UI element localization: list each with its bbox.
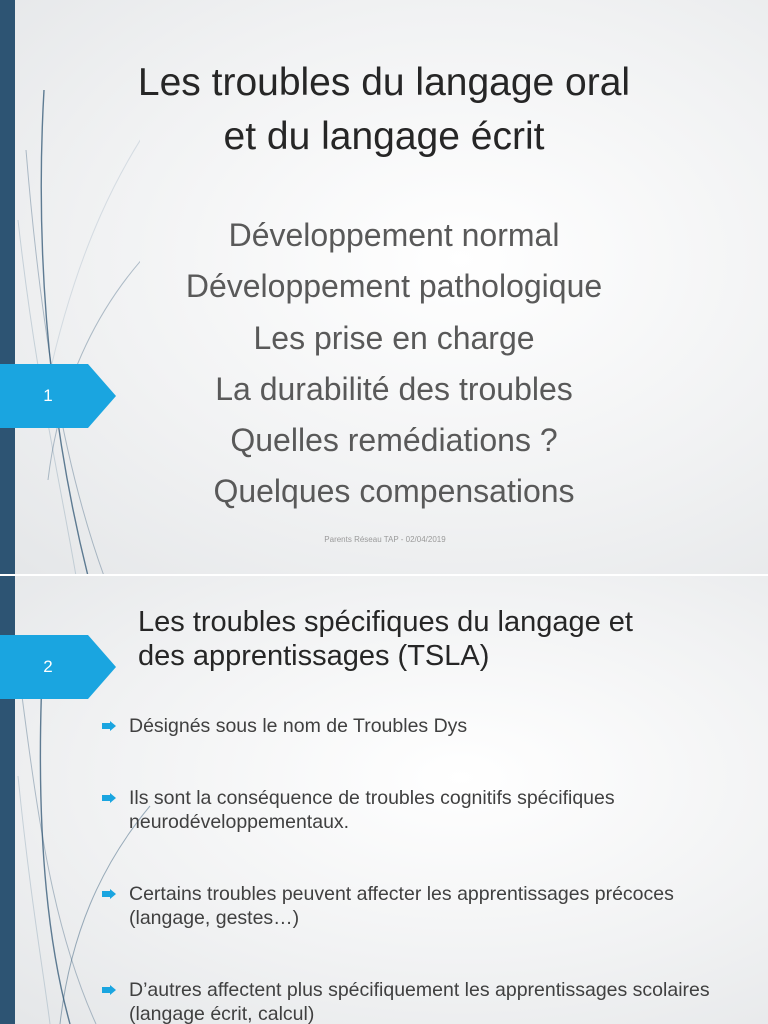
right-arrow-bullet-icon (102, 793, 116, 803)
slide-number-badge (0, 635, 116, 699)
slide-title-line-2: et du langage écrit (223, 115, 545, 158)
right-arrow-bullet-icon (102, 721, 116, 731)
bullet-item (102, 714, 742, 738)
topic-item: Développement normal (228, 217, 560, 253)
topic-item: Développement pathologique (185, 268, 603, 305)
bullet-text: D’autres affectent plus spécifiquement les apprentissages scolaires (langage écrit, calcul) (129, 979, 710, 1024)
bullet-text: Certains troubles peuvent affecter les apprentissages précoces (langage, gestes…) (129, 883, 674, 929)
slide-2[interactable] (0, 576, 768, 1024)
slide-title-line-2: des apprentissages (TSLA) (138, 640, 490, 672)
topic-item: Quelques compensations (213, 473, 575, 510)
topic-item: La durabilité des troubles (215, 370, 573, 407)
topic-item: Les prise en charge (253, 319, 535, 356)
topic-list (60, 210, 728, 518)
slide-number: 1 (43, 386, 53, 405)
bullet-item (102, 882, 742, 930)
right-arrow-bullet-icon (102, 985, 116, 995)
bullet-text: Désignés sous le nom de Troubles Dys (129, 715, 468, 737)
slide-title (138, 605, 738, 673)
bullet-list (102, 714, 742, 1024)
slide-title-line-1: Les troubles du langage oral (137, 61, 631, 104)
topic-item: Quelles remédiations ? (230, 422, 558, 459)
slide-number: 2 (43, 657, 53, 676)
slide-footer: Parents Réseau TAP - 02/04/2019 (324, 535, 446, 544)
slide-title (60, 56, 708, 164)
bullet-item (102, 978, 742, 1024)
slide-title-line-1: Les troubles spécifiques du langage et (138, 606, 633, 638)
bullet-item (102, 786, 742, 834)
right-arrow-bullet-icon (102, 889, 116, 899)
bullet-text: Ils sont la conséquence de troubles cognitifs spécifiques neurodéveloppementaux. (129, 787, 615, 833)
